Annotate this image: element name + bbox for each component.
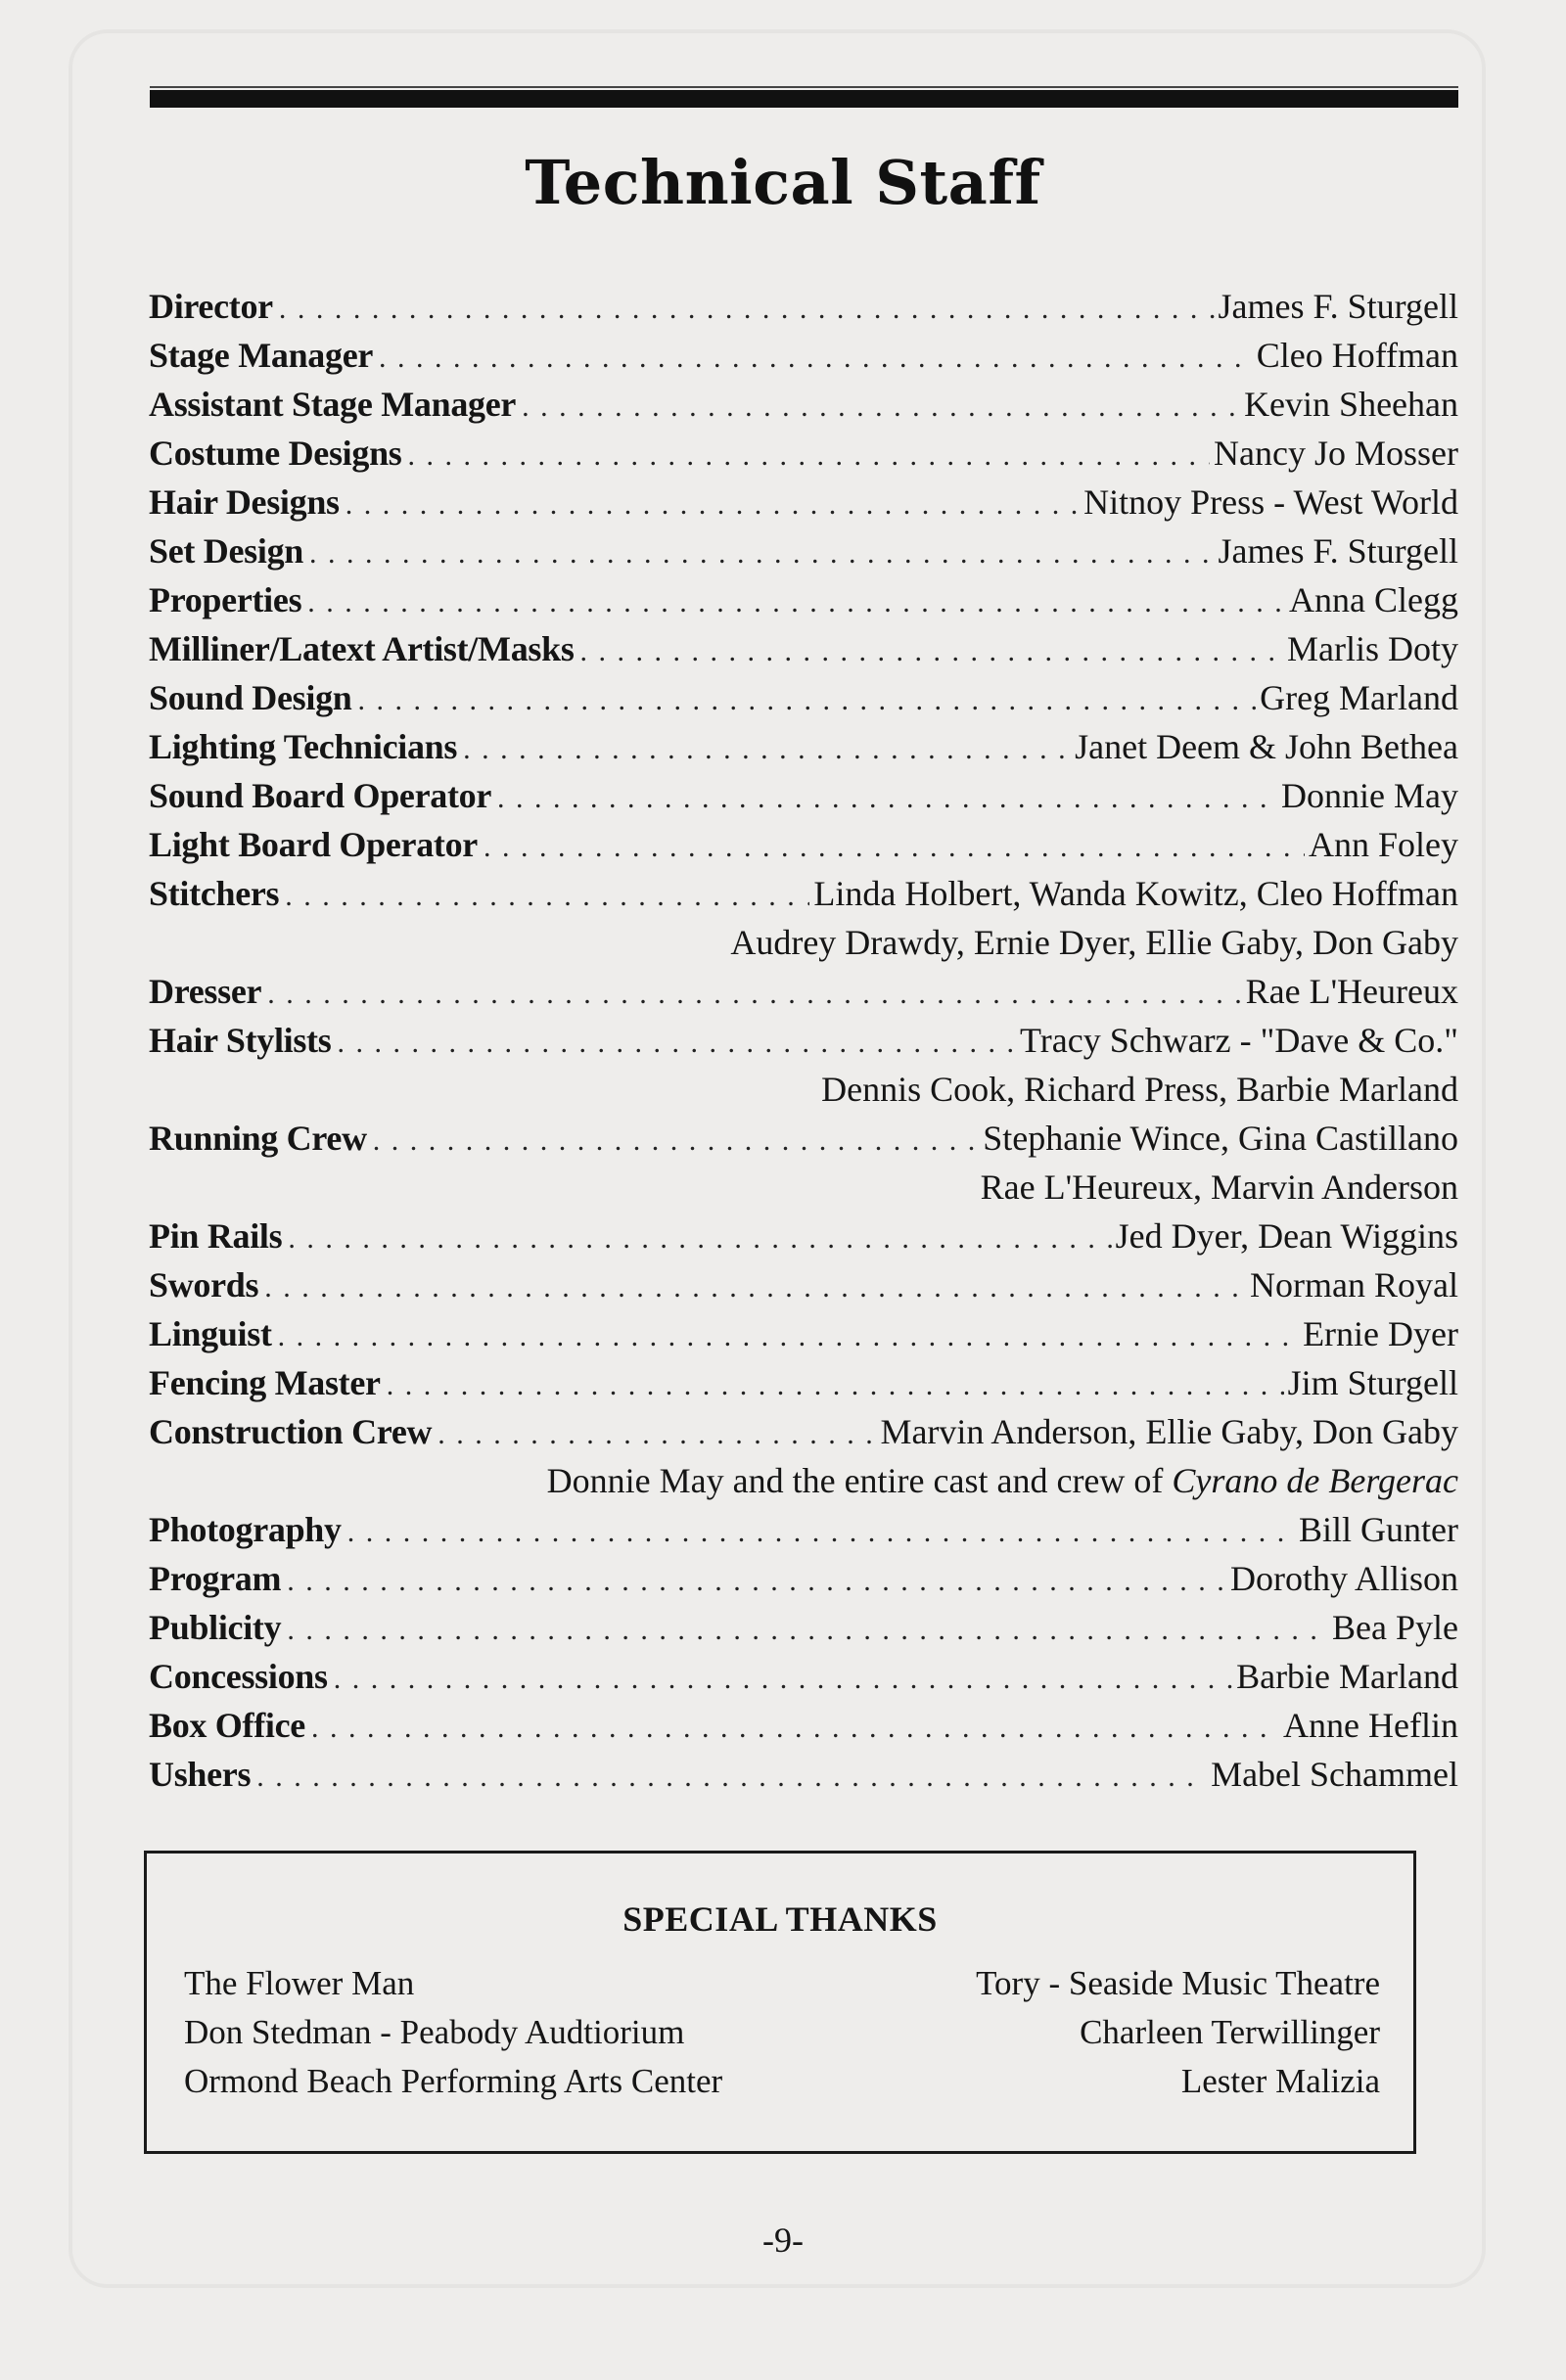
credit-row — [149, 1554, 1458, 1603]
dot-leader — [309, 529, 1215, 575]
credit-role: Stage Manager — [149, 336, 374, 375]
credit-role: Construction Crew — [149, 1412, 433, 1451]
credit-row — [149, 331, 1458, 380]
dot-leader — [347, 1508, 1295, 1554]
dot-leader — [307, 578, 1285, 624]
credit-role: Swords — [149, 1265, 259, 1304]
special-thanks-list — [184, 1959, 1380, 2106]
dot-leader — [279, 285, 1215, 331]
credit-row — [149, 1309, 1458, 1358]
credit-row — [149, 429, 1458, 478]
credit-role: Pin Rails — [149, 1216, 283, 1256]
credit-name: Nancy Jo Mosser — [1214, 434, 1458, 473]
dot-leader — [264, 1263, 1246, 1309]
credit-row — [149, 1212, 1458, 1260]
credit-role: Properties — [149, 580, 302, 619]
credit-row — [149, 673, 1458, 722]
credit-role: Dresser — [149, 972, 262, 1011]
credit-continuation-text: Rae L'Heureux, Marvin Anderson — [980, 1167, 1458, 1207]
dot-leader — [267, 970, 1241, 1016]
dot-leader — [288, 1214, 1111, 1260]
dot-leader — [373, 1117, 979, 1163]
credit-role: Linguist — [149, 1314, 272, 1353]
credit-continuation-text: Audrey Drawdy, Ernie Dyer, Ellie Gaby, Don Gaby — [730, 923, 1458, 962]
thanks-row — [184, 2057, 1380, 2106]
dot-leader — [438, 1410, 876, 1456]
credit-row — [149, 722, 1458, 771]
credit-name: Bill Gunter — [1299, 1510, 1458, 1549]
credit-name: Greg Marland — [1260, 678, 1458, 717]
special-thanks-heading: SPECIAL THANKS — [622, 1899, 938, 1939]
dot-leader — [484, 823, 1305, 869]
dot-leader — [358, 676, 1257, 722]
credit-row — [149, 1505, 1458, 1554]
credit-name: Kevin Sheehan — [1244, 385, 1458, 424]
credit-role: Hair Stylists — [149, 1021, 332, 1060]
credit-continuation — [149, 918, 1458, 967]
dot-leader — [580, 627, 1283, 673]
dot-leader — [497, 774, 1277, 820]
credit-role: Stitchers — [149, 874, 280, 913]
credit-role: Lighting Technicians — [149, 727, 458, 766]
credit-row — [149, 380, 1458, 429]
thanks-right: Tory - Seaside Music Theatre — [976, 1964, 1380, 2002]
credit-continuation-text: Donnie May and the entire cast and crew of — [546, 1461, 1164, 1500]
thanks-row — [184, 2008, 1380, 2057]
header-rule-thin — [150, 86, 1458, 88]
credit-name: Mabel Schammel — [1211, 1755, 1458, 1794]
credit-name: Cleo Hoffman — [1256, 336, 1458, 375]
credit-row — [149, 1260, 1458, 1309]
credit-name: Janet Deem & John Bethea — [1075, 727, 1458, 766]
credit-name: Anne Heflin — [1283, 1706, 1458, 1745]
header-rule — [150, 90, 1458, 108]
credit-continuation-text: Dennis Cook, Richard Press, Barbie Marland — [821, 1070, 1458, 1109]
credit-name: James F. Sturgell — [1218, 531, 1458, 571]
dot-leader — [387, 1361, 1284, 1407]
credit-role: Program — [149, 1559, 282, 1598]
credit-name: Jed Dyer, Dean Wiggins — [1115, 1216, 1458, 1256]
dot-leader — [287, 1557, 1226, 1603]
credit-name: Marvin Anderson, Ellie Gaby, Don Gaby — [880, 1412, 1458, 1451]
dot-leader — [408, 432, 1211, 478]
credit-name: Barbie Marland — [1236, 1657, 1458, 1696]
page-title: Technical Staff — [525, 147, 1041, 218]
credit-name: Tracy Schwarz - "Dave & Co." — [1020, 1021, 1458, 1060]
credit-row — [149, 624, 1458, 673]
dot-leader — [287, 1606, 1328, 1652]
credit-row — [149, 869, 1458, 918]
production-title: Cyrano de Bergerac — [1172, 1461, 1458, 1500]
dot-leader — [379, 334, 1253, 380]
credit-row — [149, 575, 1458, 624]
credit-role: Sound Board Operator — [149, 776, 492, 815]
credit-role: Set Design — [149, 531, 303, 571]
credit-row — [149, 820, 1458, 869]
credit-name: Donnie May — [1281, 776, 1458, 815]
credit-row — [149, 771, 1458, 820]
thanks-left: Don Stedman - Peabody Audtiorium — [184, 2013, 685, 2051]
credit-role: Box Office — [149, 1706, 305, 1745]
credit-row — [149, 282, 1458, 331]
credit-row — [149, 1652, 1458, 1701]
credit-name: Linda Holbert, Wanda Kowitz, Cleo Hoffman — [813, 874, 1458, 913]
thanks-row — [184, 1959, 1380, 2008]
credit-row — [149, 1407, 1458, 1456]
credit-continuation — [149, 1065, 1458, 1114]
thanks-right: Charleen Terwillinger — [1080, 2013, 1380, 2051]
credit-row — [149, 1358, 1458, 1407]
credit-role: Assistant Stage Manager — [149, 385, 517, 424]
credit-name: Nitnoy Press - West World — [1083, 482, 1458, 522]
dot-leader — [256, 1753, 1207, 1799]
dot-leader — [345, 481, 1080, 526]
credit-name: Norman Royal — [1250, 1265, 1458, 1304]
credit-name: Anna Clegg — [1289, 580, 1458, 619]
credit-row — [149, 526, 1458, 575]
thanks-left: The Flower Man — [184, 1964, 415, 2002]
thanks-left: Ormond Beach Performing Arts Center — [184, 2062, 723, 2100]
credit-name: Rae L'Heureux — [1245, 972, 1458, 1011]
credit-row — [149, 1701, 1458, 1750]
dot-leader — [278, 1312, 1299, 1358]
dot-leader — [337, 1019, 1016, 1065]
credit-role: Concessions — [149, 1657, 328, 1696]
credit-role: Publicity — [149, 1608, 282, 1647]
credit-continuation — [149, 1456, 1458, 1505]
credit-name: Dorothy Allison — [1229, 1559, 1458, 1598]
credit-row — [149, 1603, 1458, 1652]
credit-name: Marlis Doty — [1287, 629, 1458, 668]
thanks-right: Lester Malizia — [1180, 2062, 1380, 2100]
credit-name: Stephanie Wince, Gina Castillano — [983, 1119, 1458, 1158]
dot-leader — [285, 872, 809, 918]
credit-role: Sound Design — [149, 678, 352, 717]
credit-role: Fencing Master — [149, 1363, 381, 1402]
page-number: -9- — [762, 2220, 804, 2260]
credit-role: Running Crew — [149, 1119, 367, 1158]
dot-leader — [311, 1704, 1279, 1750]
credit-continuation — [149, 1163, 1458, 1212]
credits-list — [149, 282, 1458, 1799]
credit-role: Light Board Operator — [149, 825, 478, 864]
credit-row — [149, 478, 1458, 526]
credit-role: Photography — [149, 1510, 342, 1549]
special-thanks-box — [144, 1851, 1416, 2154]
credit-name: Ann Foley — [1309, 825, 1458, 864]
credit-role: Ushers — [149, 1755, 252, 1794]
credit-row — [149, 1750, 1458, 1799]
credit-row — [149, 967, 1458, 1016]
credit-row — [149, 1016, 1458, 1065]
credit-role: Milliner/Latext Artist/Masks — [149, 629, 575, 668]
dot-leader — [334, 1655, 1232, 1701]
credit-role: Director — [149, 287, 273, 326]
credit-name: Ernie Dyer — [1303, 1314, 1458, 1353]
credit-name: James F. Sturgell — [1218, 287, 1458, 326]
dot-leader — [522, 383, 1240, 429]
credit-role: Hair Designs — [149, 482, 340, 522]
credit-name: Bea Pyle — [1332, 1608, 1458, 1647]
credit-name: Jim Sturgell — [1287, 1363, 1458, 1402]
credit-row — [149, 1114, 1458, 1163]
dot-leader — [463, 725, 1071, 771]
credit-role: Costume Designs — [149, 434, 402, 473]
